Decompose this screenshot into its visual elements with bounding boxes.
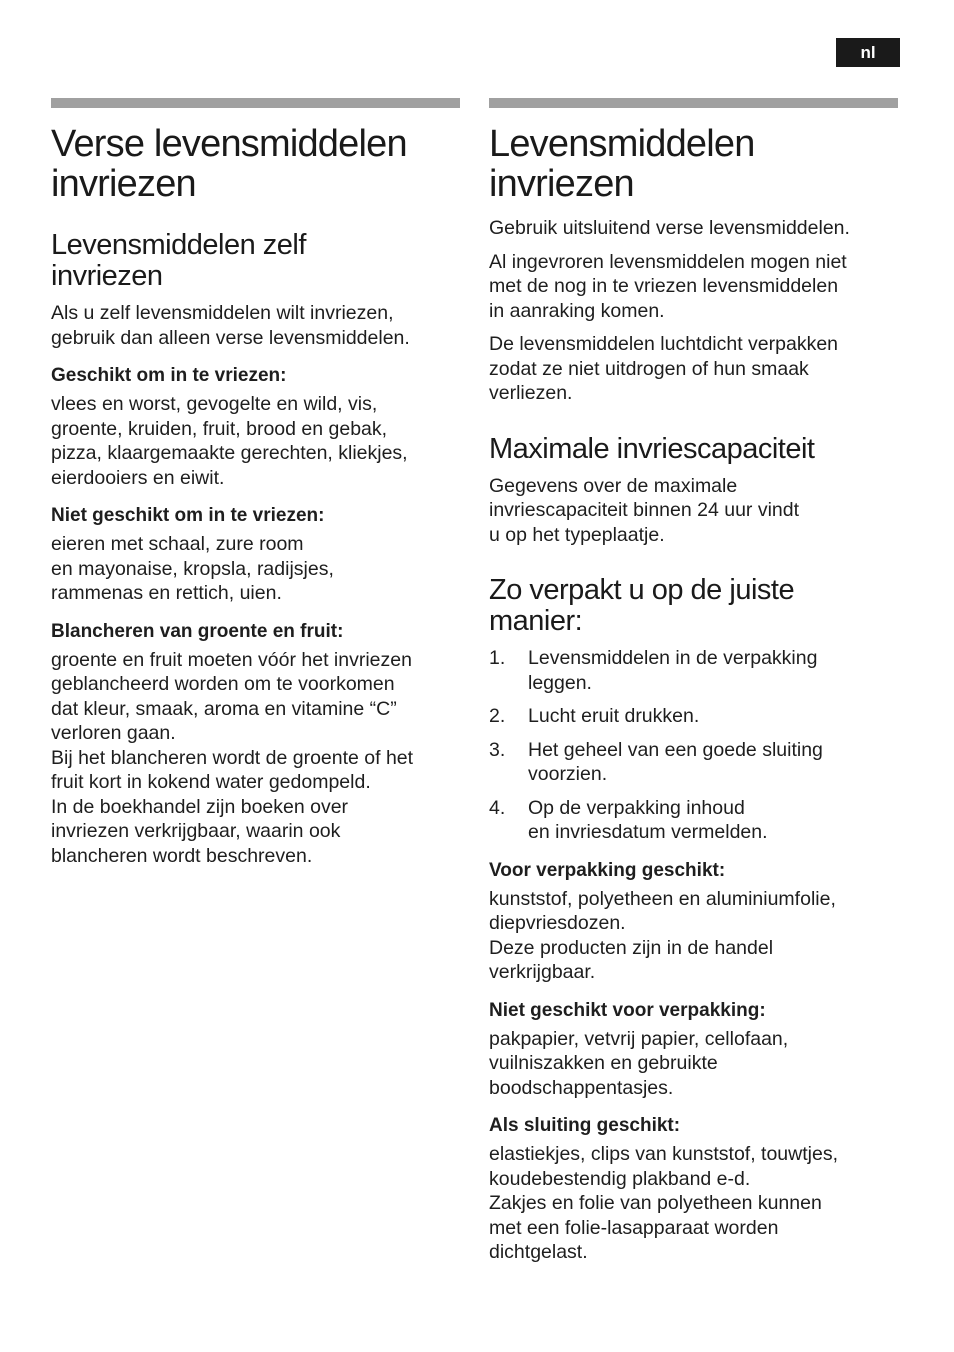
closure-text: elastiekjes, clips van kunststof, touwtjes, koudebestendig plakband e-d. Zakjes en folie van polyetheen kunnen met een folie-lasapparaat worden dichtgelast. [489,1143,838,1263]
list-item [489,738,898,787]
step-number: 2. [489,705,506,727]
suitable-to-freeze-text: vlees en worst, gevogelte en wild, vis, groente, kruiden, fruit, brood en gebak, pizza, klaargemaakte gerechten, kliekjes, eierdooiers en eiwit. [51,393,408,489]
step-text: Het geheel van een goede sluiting voorzien. [528,738,823,785]
list-item [489,646,898,695]
list-item [489,704,898,729]
freeze-yourself-intro: Als u zelf levensmiddelen wilt invriezen, gebruik dan alleen verse levensmiddelen. [51,302,410,349]
heading-freeze-yourself: Levensmiddelen zelf invriezen [51,229,306,292]
freezing-paragraph-2: Al ingevroren levensmiddelen mogen niet met de nog in te vriezen levensmiddelen in aanraking komen. [489,250,847,322]
language-label: nl [860,42,876,62]
step-number: 4. [489,796,506,819]
page-title-fresh-food: Verse levensmiddelen invriezen [51,123,407,205]
heading-not-suitable-to-freeze: Niet geschikt om in te vriezen: [51,505,325,526]
step-text: Op de verpakking inhoud en invriesdatum vermelden. [528,796,768,843]
step-text: Levensmiddelen in de verpakking leggen. [528,647,818,694]
heading-unsuitable-packaging: Niet geschikt voor verpakking: [489,999,766,1021]
section-rule [51,98,460,108]
max-capacity-text: Gegevens over de maximale invriescapaciteit binnen 24 uur vindt u op het typeplaatje. [489,474,800,546]
step-number: 1. [489,647,506,669]
page-title-freezing: Levensmiddelen invriezen [489,123,755,205]
blanching-text: groente en fruit moeten vóór het invriezen geblancheerd worden om te voorkomen dat kleur, smaak, aroma en vitamine “C” verloren gaan. Bij het blancheren wordt de groente of het fruit kort in kokend water gedompeld. In de boekhandel zijn boeken over invriezen verkrijgbaar, waarin ook blancheren wordt beschreven. [51,648,414,867]
packing-steps [489,646,898,845]
heading-suitable-to-freeze: Geschikt om in te vriezen: [51,365,287,386]
heading-max-capacity: Maximale invriescapaciteit [489,432,815,465]
freezing-paragraph-1: Gebruik uitsluitend verse levensmiddelen. [489,217,850,239]
suitable-packaging-text: kunststof, polyetheen en aluminiumfolie, diepvriesdozen. Deze producten zijn in de handel verkrijgbaar. [489,887,836,983]
section-rule [489,98,898,108]
left-column [51,98,460,868]
freezing-paragraph-3: De levensmiddelen luchtdicht verpakken zodat ze niet uitdrogen of hun smaak verliezen. [489,333,839,404]
step-text: Lucht eruit drukken. [528,705,700,727]
heading-closure: Als sluiting geschikt: [489,1115,681,1136]
not-suitable-to-freeze-text: eieren met schaal, zure room en mayonaise, kropsla, radijsjes, rammenas en rettich, uien. [51,533,334,604]
heading-suitable-packaging: Voor verpakking geschikt: [489,859,726,881]
heading-packing: Zo verpakt u op de juiste manier: [489,574,795,637]
unsuitable-packaging-text: pakpapier, vetvrij papier, cellofaan, vuilniszakken en gebruikte boodschappentasjes. [489,1027,789,1099]
right-column [489,98,898,1265]
list-item [489,796,898,845]
step-number: 3. [489,738,506,761]
language-badge [836,38,900,67]
heading-blanching: Blancheren van groente en fruit: [51,620,344,642]
